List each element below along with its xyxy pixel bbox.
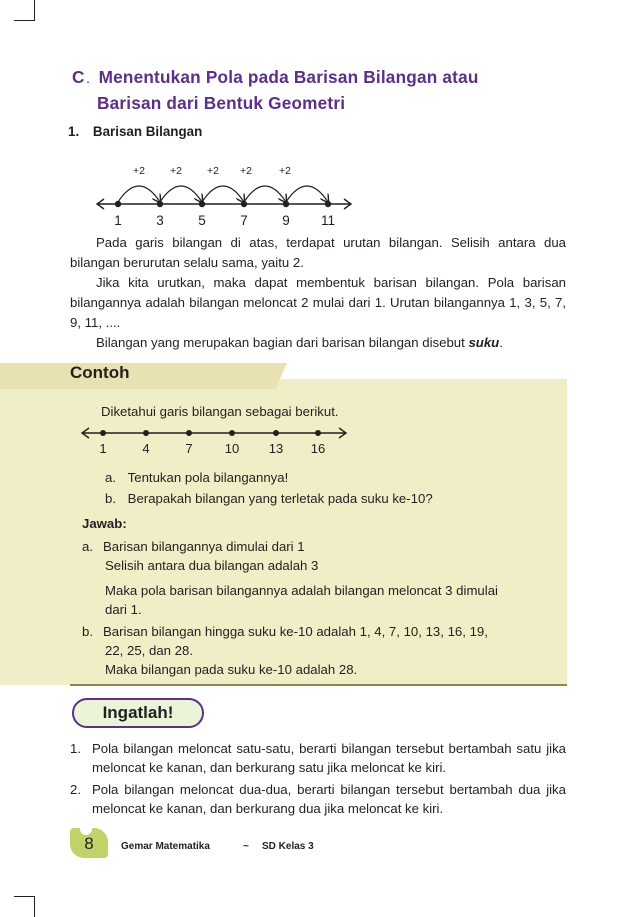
point-dot (325, 201, 331, 207)
contoh-heading: Contoh (70, 363, 130, 382)
point-dot (157, 201, 163, 207)
section-dot: . (86, 75, 90, 86)
answer-line: dari 1. (105, 602, 142, 617)
answer-line: Maka pola barisan bilangannya adalah bilangan meloncat 3 dimulai (105, 583, 498, 598)
point-dot (115, 201, 121, 207)
footer-grade: SD Kelas 3 (262, 841, 314, 852)
section-title-line1: Menentukan Pola pada Barisan Bilangan atau (98, 67, 479, 87)
ingatlah-item-number: 1. (70, 741, 81, 756)
explanation-text (70, 233, 566, 353)
section-title-line2: Barisan dari Bentuk Geometri (97, 93, 346, 113)
jump-arc (286, 186, 328, 202)
page-number: 8 (84, 834, 94, 853)
question-letter: b. (105, 491, 116, 506)
ingatlah-badge (72, 698, 204, 728)
answer-b (82, 622, 562, 679)
contoh-bottom-rule (70, 684, 567, 686)
point-label: 10 (224, 441, 240, 456)
answer-letter: a. (82, 539, 93, 554)
point-label: 1 (99, 441, 107, 456)
footer-separator: ~ (243, 841, 249, 852)
answer-line: Barisan bilangan hingga suku ke-10 adalah 1, 4, 7, 10, 13, 16, 19, (103, 624, 488, 639)
paragraph: Jika kita urutkan, maka dapat membentuk barisan bilangan. Pola barisan bilangannya adalah bilangan meloncat 2 mulai dari 1. Urutan bilangannya 1, 3, 5, 7, 9, 11, .... (70, 275, 566, 330)
point-label: 1 (114, 213, 122, 228)
point-dot (273, 430, 279, 436)
jump-label: +2 (240, 165, 252, 177)
question-b (105, 491, 433, 506)
jump-label: +2 (133, 165, 145, 177)
section-letter: C (72, 67, 85, 87)
jump-arc (160, 186, 202, 202)
number-line-2 (80, 424, 352, 460)
jump-label: +2 (170, 165, 182, 177)
jawab-label: Jawab: (82, 516, 127, 531)
crop-mark-top-left-v (34, 0, 35, 20)
point-label: 16 (310, 441, 326, 456)
ingatlah-label: Ingatlah! (102, 703, 174, 722)
point-dot (315, 430, 321, 436)
crop-mark-top-left-h (14, 20, 35, 21)
answer-line: Barisan bilangannya dimulai dari 1 (103, 539, 305, 554)
paragraph-period: . (499, 335, 503, 350)
jump-label: +2 (279, 165, 291, 177)
question-a (105, 470, 288, 485)
jump-label: +2 (207, 165, 219, 177)
answer-line: 22, 25, dan 28. (105, 643, 193, 658)
question-text: Tentukan pola bilangannya! (127, 470, 289, 485)
section-title (72, 66, 552, 115)
contoh-intro: Diketahui garis bilangan sebagai berikut. (101, 404, 339, 419)
point-label: 7 (185, 441, 193, 456)
point-label: 4 (142, 441, 150, 456)
crop-mark-bottom-left-v (34, 896, 35, 917)
point-dot (199, 201, 205, 207)
answer-line: Maka bilangan pada suku ke-10 adalah 28. (105, 662, 358, 677)
paragraph-text: Bilangan yang merupakan bagian dari barisan bilangan disebut (96, 335, 465, 350)
answer-a (82, 537, 562, 619)
point-dot (100, 430, 106, 436)
jump-arc (202, 186, 244, 202)
point-dot (283, 201, 289, 207)
point-dot (186, 430, 192, 436)
ingatlah-item-text: Pola bilangan meloncat dua-dua, berarti bilangan tersebut bertambah dua jika meloncat ke kanan, dan berkurang dua jika meloncat ke kiri. (92, 782, 566, 816)
point-label: 5 (198, 213, 206, 228)
subsection-title (68, 124, 202, 139)
point-label: 7 (240, 213, 248, 228)
ingatlah-item-number: 2. (70, 782, 81, 797)
crop-mark-bottom-left-h (14, 896, 35, 897)
ingatlah-item-text: Pola bilangan meloncat satu-satu, berarti bilangan tersebut bertambah satu jika meloncat ke kanan, dan berkurang satu jika meloncat ke kiri. (92, 741, 566, 775)
footer-book-title: Gemar Matematika (121, 841, 210, 852)
point-label: 11 (320, 213, 336, 228)
point-dot (241, 201, 247, 207)
point-dot (143, 430, 149, 436)
paragraph: Pada garis bilangan di atas, terdapat urutan bilangan. Selisih antara dua bilangan berurutan selalu sama, yaitu 2. (70, 235, 566, 270)
jump-arc (118, 186, 160, 202)
ingatlah-item (70, 780, 566, 818)
paragraph-suku (70, 333, 566, 353)
contoh-tab (0, 363, 287, 389)
point-label: 13 (268, 441, 284, 456)
subsection-label: Barisan Bilangan (92, 124, 203, 139)
point-label: 3 (156, 213, 164, 228)
jump-arc (244, 186, 286, 202)
answer-letter: b. (82, 624, 93, 639)
number-line-1 (95, 158, 355, 230)
question-letter: a. (105, 470, 116, 485)
point-dot (229, 430, 235, 436)
subsection-number: 1. (68, 124, 80, 139)
ingatlah-item (70, 739, 566, 777)
point-label: 9 (282, 213, 290, 228)
question-text: Berapakah bilangan yang terletak pada suku ke-10? (127, 491, 433, 506)
answer-line: Selisih antara dua bilangan adalah 3 (105, 558, 319, 573)
suku-term: suku (468, 335, 500, 350)
